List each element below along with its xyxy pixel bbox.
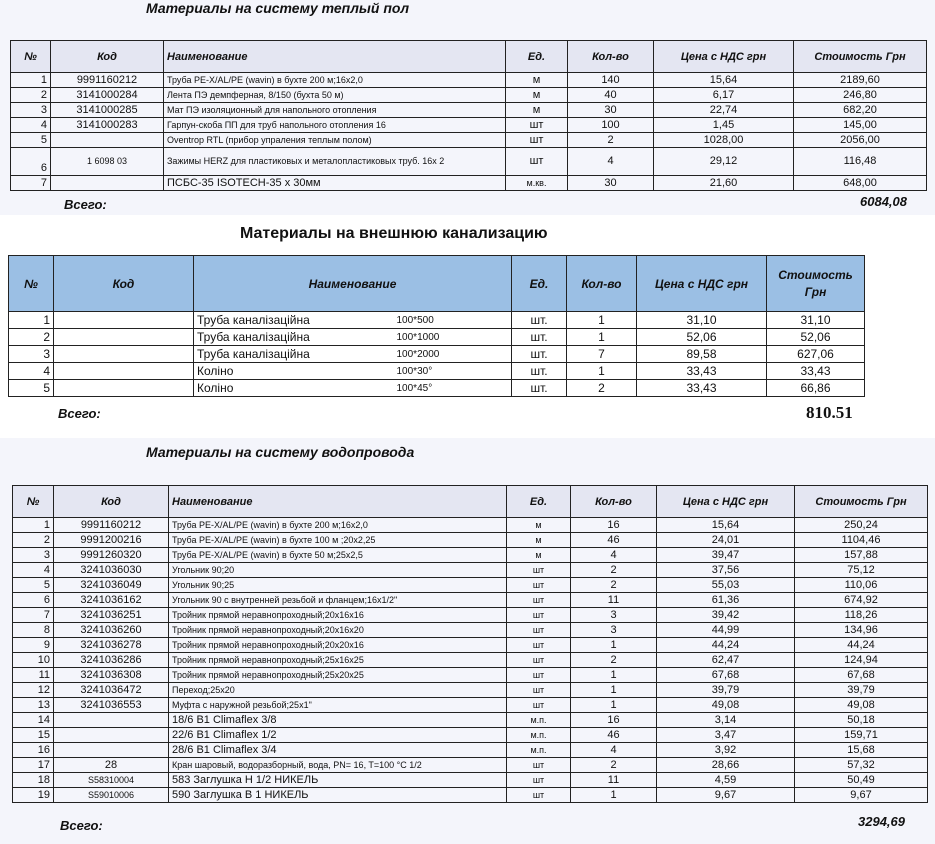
cell-code: 3241036049 <box>54 578 169 593</box>
cell-number: 18 <box>13 773 54 788</box>
table-row <box>13 578 928 593</box>
cell-number: 17 <box>13 758 54 773</box>
table-row <box>13 698 928 713</box>
cell-cost: 67,68 <box>795 668 928 683</box>
cell-code: 3241036030 <box>54 563 169 578</box>
cell-unit: м <box>507 533 571 548</box>
cell-unit: шт <box>507 758 571 773</box>
table-row <box>9 363 865 380</box>
cell-cost: 124,94 <box>795 653 928 668</box>
cell-cost: 2189,60 <box>794 73 927 88</box>
cell-number: 3 <box>13 548 54 563</box>
floor-section-title: Материалы на систему теплый пол <box>146 0 410 16</box>
sewer-total-value: 810.51 <box>806 403 853 422</box>
cell-unit: шт <box>507 668 571 683</box>
header-cell-number: № <box>11 41 51 73</box>
water-total-value: 3294,69 <box>858 814 905 829</box>
cell-name: 22/6 B1 Climaflex 1/2 <box>169 728 507 743</box>
cell-unit: м <box>506 73 568 88</box>
cell-number: 4 <box>11 118 51 133</box>
cell-code: 3241036286 <box>54 653 169 668</box>
cell-unit: м.п. <box>507 713 571 728</box>
cell-code: 3141000283 <box>51 118 164 133</box>
cell-unit: шт <box>506 118 568 133</box>
table-row <box>13 518 928 533</box>
header-cell-unit: Ед. <box>506 41 568 73</box>
cell-cost: 1104,46 <box>795 533 928 548</box>
table-row <box>11 148 927 176</box>
table-row <box>13 638 928 653</box>
cell-size: 100*30° <box>394 363 512 380</box>
cell-unit: шт <box>507 773 571 788</box>
cell-unit: шт <box>507 683 571 698</box>
cell-price: 22,74 <box>654 103 794 118</box>
cell-name: Кран шаровый, водоразборный, вода, PN= 16, T=100 °С 1/2 <box>169 758 507 773</box>
cell-quantity: 11 <box>571 593 657 608</box>
cell-quantity: 2 <box>571 758 657 773</box>
header-cell-price: Цена с НДС грн <box>654 41 794 73</box>
table-row <box>11 176 927 191</box>
table-row <box>11 88 927 103</box>
cell-code: 3141000285 <box>51 103 164 118</box>
header-cell-number: № <box>9 256 54 312</box>
cell-cost: 52,06 <box>767 329 865 346</box>
cell-cost: 648,00 <box>794 176 927 191</box>
cell-name: Коліно <box>194 363 394 380</box>
cell-name: Труба каналізаційна <box>194 346 394 363</box>
cell-quantity: 2 <box>571 653 657 668</box>
cell-unit: шт. <box>512 346 567 363</box>
cell-number: 16 <box>13 743 54 758</box>
cell-unit: шт <box>507 698 571 713</box>
cell-cost: 250,24 <box>795 518 928 533</box>
cell-price: 15,64 <box>657 518 795 533</box>
cell-price: 3,47 <box>657 728 795 743</box>
cell-unit: шт <box>507 638 571 653</box>
cell-cost: 75,12 <box>795 563 928 578</box>
cell-cost: 9,67 <box>795 788 928 803</box>
cell-number: 12 <box>13 683 54 698</box>
cell-price: 37,56 <box>657 563 795 578</box>
cell-number: 13 <box>13 698 54 713</box>
cell-code: 3241036278 <box>54 638 169 653</box>
cell-code: 1 6098 03 <box>51 148 164 176</box>
cell-price: 3,92 <box>657 743 795 758</box>
table-row <box>9 380 865 397</box>
cell-quantity: 11 <box>571 773 657 788</box>
cell-unit: шт. <box>512 329 567 346</box>
cell-name: Тройник прямой неравнопроходный;20х16х16 <box>169 608 507 623</box>
cell-number: 1 <box>11 73 51 88</box>
cell-code <box>54 329 194 346</box>
cell-number: 14 <box>13 713 54 728</box>
cell-name: Тройник прямой неравнопроходный;25х20х25 <box>169 668 507 683</box>
table-row <box>13 548 928 563</box>
cell-quantity: 30 <box>568 103 654 118</box>
table-row <box>13 563 928 578</box>
cell-name: Угольник 90 с внутренней резьбой и фланцем;16х1/2" <box>169 593 507 608</box>
cell-quantity: 16 <box>571 713 657 728</box>
table-row <box>13 533 928 548</box>
header-cell-quantity: Кол-во <box>567 256 637 312</box>
table-row <box>13 773 928 788</box>
cell-code: 3241036162 <box>54 593 169 608</box>
cell-cost: 157,88 <box>795 548 928 563</box>
cell-name: Переход;25х20 <box>169 683 507 698</box>
cell-price: 55,03 <box>657 578 795 593</box>
cell-number: 11 <box>13 668 54 683</box>
table-row <box>13 683 928 698</box>
cell-size: 100*1000 <box>394 329 512 346</box>
cell-price: 6,17 <box>654 88 794 103</box>
cell-name: Труба PE-X/AL/PE (wavin) в бухте 50 м;25х2,5 <box>169 548 507 563</box>
cell-quantity: 1 <box>567 329 637 346</box>
cell-cost: 134,96 <box>795 623 928 638</box>
cell-price: 15,64 <box>654 73 794 88</box>
table-row <box>13 608 928 623</box>
cell-code: 9991160212 <box>54 518 169 533</box>
header-cell-cost: Стоимость Грн <box>795 486 928 518</box>
cell-unit: шт <box>507 563 571 578</box>
cell-number: 3 <box>9 346 54 363</box>
header-cell-price: Цена с НДС грн <box>637 256 767 312</box>
table-row <box>13 623 928 638</box>
cell-price: 33,43 <box>637 380 767 397</box>
cell-quantity: 1 <box>571 683 657 698</box>
cell-size: 100*500 <box>394 312 512 329</box>
table-header-row <box>9 256 865 312</box>
cell-price: 44,99 <box>657 623 795 638</box>
table-row <box>13 593 928 608</box>
header-cell-code: Код <box>51 41 164 73</box>
cell-unit: м <box>507 518 571 533</box>
cell-code: 3241036553 <box>54 698 169 713</box>
cell-code: 3241036308 <box>54 668 169 683</box>
table-header-row <box>13 486 928 518</box>
cell-name: Тройник прямой неравнопроходный;20х16х20 <box>169 623 507 638</box>
cell-number: 8 <box>13 623 54 638</box>
cell-unit: шт <box>507 653 571 668</box>
cell-cost: 15,68 <box>795 743 928 758</box>
cell-number: 7 <box>11 176 51 191</box>
table-row <box>11 73 927 88</box>
table-row <box>13 728 928 743</box>
cell-price: 1,45 <box>654 118 794 133</box>
cell-unit: шт <box>507 578 571 593</box>
cell-unit: шт. <box>512 312 567 329</box>
cell-code <box>54 363 194 380</box>
cell-unit: м.п. <box>507 743 571 758</box>
cell-cost: 50,49 <box>795 773 928 788</box>
cell-cost: 44,24 <box>795 638 928 653</box>
cell-price: 24,01 <box>657 533 795 548</box>
cell-unit: м <box>507 548 571 563</box>
cell-number: 2 <box>11 88 51 103</box>
cell-code: 9991160212 <box>51 73 164 88</box>
cell-cost: 66,86 <box>767 380 865 397</box>
cell-cost: 50,18 <box>795 713 928 728</box>
cell-name: Угольник 90;25 <box>169 578 507 593</box>
cell-price: 1028,00 <box>654 133 794 148</box>
water-section-title: Материалы на систему водопровода <box>146 444 415 460</box>
cell-unit: шт <box>507 623 571 638</box>
cell-name: 590 Заглушка В 1 НИКЕЛЬ <box>169 788 507 803</box>
cell-price: 28,66 <box>657 758 795 773</box>
table-row <box>13 788 928 803</box>
table-row <box>13 653 928 668</box>
cell-price: 21,60 <box>654 176 794 191</box>
cell-code <box>51 133 164 148</box>
floor-materials-table <box>10 40 927 191</box>
cell-price: 39,47 <box>657 548 795 563</box>
cell-unit: м.п. <box>507 728 571 743</box>
cell-number: 5 <box>11 133 51 148</box>
cell-number: 1 <box>13 518 54 533</box>
cell-number: 15 <box>13 728 54 743</box>
cell-price: 3,14 <box>657 713 795 728</box>
cell-number: 5 <box>13 578 54 593</box>
cell-quantity: 2 <box>567 380 637 397</box>
cell-number: 9 <box>13 638 54 653</box>
cell-unit: шт <box>506 133 568 148</box>
water-materials-table <box>12 485 928 803</box>
cell-cost: 159,71 <box>795 728 928 743</box>
header-cell-name: Наименование <box>194 256 512 312</box>
cell-unit: шт <box>507 608 571 623</box>
cell-number: 19 <box>13 788 54 803</box>
cell-quantity: 2 <box>571 578 657 593</box>
cell-quantity: 1 <box>567 312 637 329</box>
cell-size: 100*2000 <box>394 346 512 363</box>
cell-code: 9991260320 <box>54 548 169 563</box>
cell-price: 62,47 <box>657 653 795 668</box>
cell-cost: 57,32 <box>795 758 928 773</box>
cell-code <box>54 713 169 728</box>
header-cell-code: Код <box>54 486 169 518</box>
cell-size: 100*45° <box>394 380 512 397</box>
cell-price: 52,06 <box>637 329 767 346</box>
cell-cost: 116,48 <box>794 148 927 176</box>
cell-name: 18/6 B1 Climaflex 3/8 <box>169 713 507 728</box>
cell-code <box>54 743 169 758</box>
cell-unit: м <box>506 103 568 118</box>
cell-price: 9,67 <box>657 788 795 803</box>
cell-cost: 110,06 <box>795 578 928 593</box>
header-cell-cost: Стоимость Грн <box>767 256 865 312</box>
cell-name: 28/6 B1 Climaflex 3/4 <box>169 743 507 758</box>
cell-name: Угольник 90;20 <box>169 563 507 578</box>
cell-name: Тройник прямой неравнопроходный;20х20х16 <box>169 638 507 653</box>
header-cell-unit: Ед. <box>512 256 567 312</box>
cell-quantity: 7 <box>567 346 637 363</box>
table-row <box>9 346 865 363</box>
cell-name: Тройник прямой неравнопроходный;25х16х25 <box>169 653 507 668</box>
cell-cost: 33,43 <box>767 363 865 380</box>
cell-name: Труба PE-X/AL/PE (wavin) в бухте 100 м ;20х2,25 <box>169 533 507 548</box>
cell-name: Зажимы HERZ для пластиковых и металопластиковых труб. 16х 2 <box>164 148 506 176</box>
cell-unit: шт <box>506 148 568 176</box>
cell-number: 2 <box>13 533 54 548</box>
table-row <box>13 668 928 683</box>
cell-code: 3241036251 <box>54 608 169 623</box>
cell-name: Труба PE-X/AL/PE (wavin) в бухте 200 м;16х2,0 <box>164 73 506 88</box>
cell-code: 3241036260 <box>54 623 169 638</box>
cell-code: 28 <box>54 758 169 773</box>
cell-cost: 118,26 <box>795 608 928 623</box>
cell-cost: 145,00 <box>794 118 927 133</box>
cell-price: 4,59 <box>657 773 795 788</box>
cell-number: 1 <box>9 312 54 329</box>
cell-quantity: 2 <box>571 563 657 578</box>
cell-code <box>51 176 164 191</box>
cell-code <box>54 312 194 329</box>
cell-unit: шт. <box>512 363 567 380</box>
cell-name: Гарпун-скоба ПП для труб напольного отопления 16 <box>164 118 506 133</box>
cell-cost: 2056,00 <box>794 133 927 148</box>
cell-unit: м.кв. <box>506 176 568 191</box>
cell-quantity: 4 <box>568 148 654 176</box>
cell-price: 39,79 <box>657 683 795 698</box>
cell-cost: 682,20 <box>794 103 927 118</box>
cell-quantity: 1 <box>571 788 657 803</box>
header-cell-quantity: Кол-во <box>571 486 657 518</box>
cell-number: 4 <box>13 563 54 578</box>
cell-code <box>54 380 194 397</box>
cell-number: 6 <box>13 593 54 608</box>
header-cell-name: Наименование <box>169 486 507 518</box>
header-cell-code: Код <box>54 256 194 312</box>
cell-quantity: 46 <box>571 533 657 548</box>
cell-number: 5 <box>9 380 54 397</box>
cell-quantity: 4 <box>571 743 657 758</box>
cell-name: ПСБС-35 ISOTECH-35 x 30мм <box>164 176 506 191</box>
cell-quantity: 1 <box>571 668 657 683</box>
sewer-materials-table <box>8 255 865 397</box>
cell-name: Труба каналізаційна <box>194 312 394 329</box>
cell-name: Коліно <box>194 380 394 397</box>
cell-code: 9991200216 <box>54 533 169 548</box>
cell-price: 44,24 <box>657 638 795 653</box>
cell-cost: 674,92 <box>795 593 928 608</box>
cell-unit: м <box>506 88 568 103</box>
cell-quantity: 140 <box>568 73 654 88</box>
header-cell-price: Цена с НДС грн <box>657 486 795 518</box>
cell-cost: 31,10 <box>767 312 865 329</box>
cell-cost: 627,06 <box>767 346 865 363</box>
cell-number: 2 <box>9 329 54 346</box>
cell-name: Муфта с наружной резьбой;25х1" <box>169 698 507 713</box>
table-row <box>13 758 928 773</box>
cell-code <box>54 728 169 743</box>
cell-name: Труба PE-X/AL/PE (wavin) в бухте 200 м;16х2,0 <box>169 518 507 533</box>
cell-name: Труба каналізаційна <box>194 329 394 346</box>
cell-price: 39,42 <box>657 608 795 623</box>
table-row <box>11 133 927 148</box>
cell-number: 4 <box>9 363 54 380</box>
table-row <box>11 118 927 133</box>
cell-quantity: 30 <box>568 176 654 191</box>
cell-cost: 39,79 <box>795 683 928 698</box>
cell-number: 10 <box>13 653 54 668</box>
table-row <box>9 329 865 346</box>
cell-unit: шт <box>507 788 571 803</box>
cell-quantity: 4 <box>571 548 657 563</box>
cell-number: 3 <box>11 103 51 118</box>
table-row <box>13 713 928 728</box>
floor-total-label: Всего: <box>64 197 107 212</box>
cell-price: 61,36 <box>657 593 795 608</box>
cell-name: Oventrop RTL (прибор упраления теплым полом) <box>164 133 506 148</box>
cell-quantity: 100 <box>568 118 654 133</box>
cell-quantity: 46 <box>571 728 657 743</box>
cell-name: 583 Заглушка Н 1/2 НИКЕЛЬ <box>169 773 507 788</box>
table-row <box>13 743 928 758</box>
table-row <box>11 103 927 118</box>
cell-name: Лента ПЭ демпферная, 8/150 (бухта 50 м) <box>164 88 506 103</box>
cell-quantity: 1 <box>567 363 637 380</box>
header-cell-unit: Ед. <box>507 486 571 518</box>
cell-price: 33,43 <box>637 363 767 380</box>
cell-code: S59010006 <box>54 788 169 803</box>
cell-quantity: 16 <box>571 518 657 533</box>
cell-unit: шт. <box>512 380 567 397</box>
cell-unit: шт <box>507 593 571 608</box>
cell-quantity: 3 <box>571 608 657 623</box>
cell-code: S58310004 <box>54 773 169 788</box>
cell-quantity: 1 <box>571 698 657 713</box>
cell-cost: 49,08 <box>795 698 928 713</box>
cell-code <box>54 346 194 363</box>
floor-total-value: 6084,08 <box>860 194 907 209</box>
cell-quantity: 1 <box>571 638 657 653</box>
sewer-section-title: Материалы на внешнюю канализацию <box>240 225 548 242</box>
water-total-label: Всего: <box>60 818 103 833</box>
table-row <box>9 312 865 329</box>
cell-quantity: 2 <box>568 133 654 148</box>
cell-code: 3141000284 <box>51 88 164 103</box>
cell-price: 89,58 <box>637 346 767 363</box>
table-header-row <box>11 41 927 73</box>
cell-price: 29,12 <box>654 148 794 176</box>
header-cell-quantity: Кол-во <box>568 41 654 73</box>
sewer-total-label: Всего: <box>58 406 101 421</box>
cell-price: 49,08 <box>657 698 795 713</box>
cell-number: 7 <box>13 608 54 623</box>
cell-name: Мат ПЭ изоляционный для напольного отопления <box>164 103 506 118</box>
cell-quantity: 40 <box>568 88 654 103</box>
cell-code: 3241036472 <box>54 683 169 698</box>
cell-price: 67,68 <box>657 668 795 683</box>
cell-price: 31,10 <box>637 312 767 329</box>
header-cell-cost: Стоимость Грн <box>794 41 927 73</box>
header-cell-number: № <box>13 486 54 518</box>
header-cell-name: Наименование <box>164 41 506 73</box>
cell-cost: 246,80 <box>794 88 927 103</box>
cell-quantity: 3 <box>571 623 657 638</box>
cell-number: 6 <box>11 148 51 176</box>
